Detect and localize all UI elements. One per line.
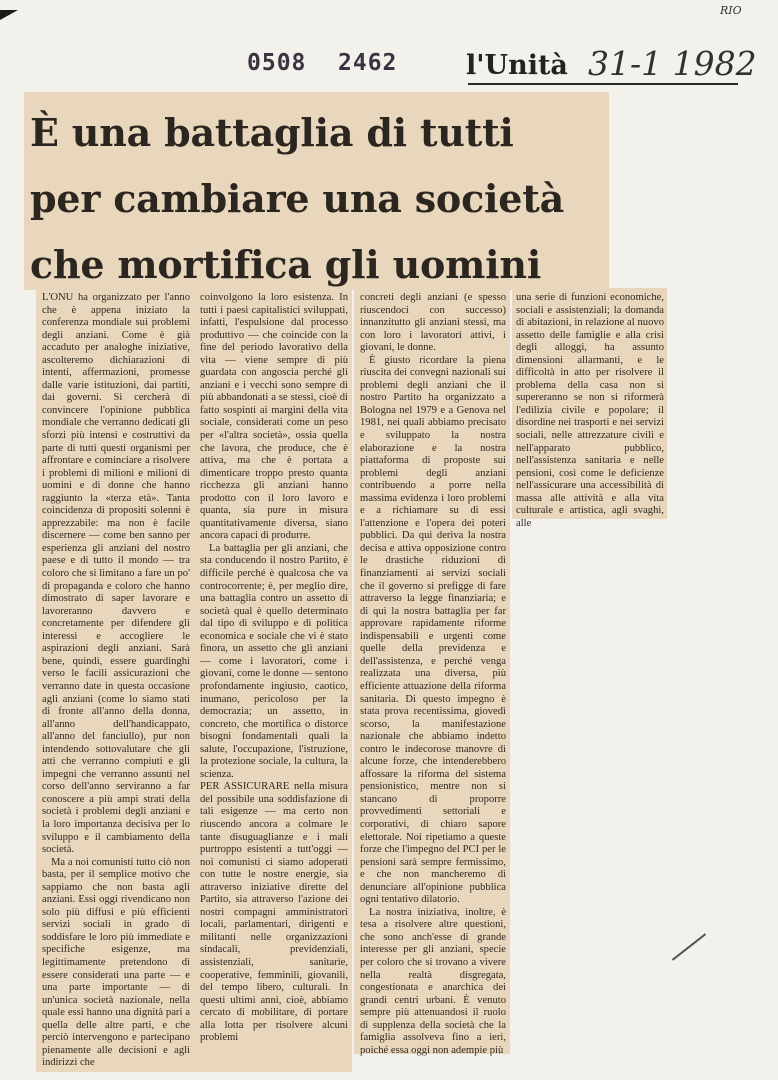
handwritten-date: 31-1 1982 (588, 44, 757, 83)
headline-line: che mortifica gli uomini (30, 242, 542, 287)
pencil-mark (672, 933, 706, 960)
article-paragraph: PER ASSICURARE nella misura del possibile una soddisfazione di tali esigenze — ma certo non riuscendo ancora a colmare le tante disuguaglianze e i mali purtroppo esistenti a tutt'oggi — noi comunisti ci siamo adoperati con tutte le nostre energie, sia attraverso iniziative dirette del Partito, sia attraverso l'azione dei nostri compagni amministratori locali, parlamentari, dirigenti e militanti nelle organizzazioni sindacali, previdenziali, assistenziali, sanitarie, cooperative, femminili, giovanili, del tempo libero, culturali. In questi ultimi anni, cioè, abbiamo cercato di mobilitare, di portare alla lotta per risolvere alcuni problemi (200, 781, 348, 1044)
article-paragraph: coinvolgono la loro esistenza. In tutti i paesi capitalistici sviluppati, infatti, l'espulsione dal processo produttivo — che coincide con la fine del periodo lavorativo della vita — viene sempre di più guardata con angoscia perché gli anziani e i vecchi sono sempre di più abbandonati a se stessi, cioè di fatto sospinti ai margini della vita sociale, considerati come un peso per «l'altra società», ossia quella che lavora, che produce, che è attiva, ma che è portata a dimenticare troppo presto quanta ricchezza gli anziani hanno prodotto con il loro lavoro e quanta, sia pure in misura quantitativamente diversa, siano ancora capaci di produrre. (200, 292, 348, 542)
headline-line: È una battaglia di tutti (30, 110, 514, 155)
archive-code-right: 2462 (338, 50, 398, 76)
article-column-3 (360, 292, 506, 1056)
handwritten-corner-note: RIO (720, 4, 742, 17)
article-paragraph: È giusto ricordare la piena riuscita dei convegni nazionali sui problemi degli anziani che il nostro Partito ha organizzato a Bologna nel 1979 e a Genova nel 1981, nei quali abbiamo precisato e sviluppato la nostra elaborazione e la nostra piattaforma di proposte sui problemi degli anziani contribuendo a porre nella massima evidenza i loro problemi e a richiamare su di essi l'attenzione e l'opera dei poteri pubblici. Da qui deriva la nostra decisa e attiva opposizione contro le drastiche riduzioni di finanziamenti ai servizi sociali che il governo si prefigge di fare attraverso la legge finanziaria; e di qui la nostra battaglia per far approvare rapidamente riforme indispensabili e urgenti come quelle della previdenza e dell'assistenza, e perché venga realizzata una diversa, più efficiente attuazione della riforma sanitaria. Di questo impegno è stata prova recentissima, giovedì scorso, la manifestazione nazionale che abbiamo indetto contro le indecorose manovre di alcune forze, che intenderebbero affossare la riforma del sistema pensionistico, mentre non si stancano di proporre provvedimenti settoriali e corporativi, di chiaro sapore elettorale. Noi ripetiamo a queste forze che l'impegno del PCI per le pensioni sarà sempre fermissimo, e che non mancheremo di denunciare all'opinione pubblica ogni tentativo dilatorio. (360, 354, 506, 906)
article-column-2 (200, 292, 348, 1068)
article-column-4 (516, 292, 664, 529)
article-paragraph: una serie di funzioni economiche, sociali e assistenziali; la domanda di abitazioni, in relazione al nuovo assetto delle famiglie e alla crisi degli alloggi, ha assunto dimensioni allarmanti, e le difficoltà in atto per risolvere il problema della casa non si supereranno se non si riformerà l'edilizia civile e popolare; il disordine nei trasporti e nei servizi sociali, nelle attrezzature civili e nell'apparato pubblico, nell'assistenza sanitaria e nelle pensioni, così come le deficienze nell'assicurare una accessibilità di massa alle attività e alla vita culturale e artistica, agli svaghi, alle (516, 292, 664, 529)
article-headline (30, 100, 605, 298)
article-paragraph: Ma a noi comunisti tutto ciò non basta, per il semplice motivo che sappiamo che non basta agli anziani. Essi oggi rivendicano non solo più diffusi e più efficienti servizi sociali in grado di soddisfare le loro più immediate e specifiche esigenze, ma legittimamente pretendono di essere considerati una parte — e una parte importante — di un'unica società nazionale, nella quale essi hanno una dignità pari a quella delle altre parti, e che perciò intervengono e partecipano pienamente alle decisioni e agli indirizzi che (42, 856, 190, 1069)
date-underline (468, 83, 738, 85)
article-paragraph: La nostra iniziativa, inoltre, è tesa a risolvere altre questioni, che sono anch'esse di grande interesse per gli anziani, specie per coloro che si trovano a vivere nella realtà disgregata, congestionata e anarchica dei grandi centri urbani. È venuto sempre più attenuandosi il ruolo di supplenza della società che la famiglia assolveva fino a ieri, poiché essa oggi non adempie più (360, 906, 506, 1056)
archive-code-left: 0508 (247, 50, 307, 76)
article-paragraph: La battaglia per gli anziani, che sta conducendo il nostro Partito, è difficile perché è qualcosa che va controcorrente; è, per meglio dire, una battaglia contro un assetto di società qual è quello determinato dal tipo di sviluppo e di politica economica e sociale che vi è stato finora, un assetto che gli anziani — come i lavoratori, come i giovani, come le donne — sentono profondamente ingiusto, caotico, inumano, pericoloso per la democrazia; un assetto, in concreto, che mortifica o distorce bisogni fondamentali quali la salute, l'occupazione, l'istruzione, la protezione sociale, la cultura, la scienza. (200, 542, 348, 780)
article-paragraph: concreti degli anziani (e spesso riuscendoci con successo) innanzitutto gli anziani stessi, ma con loro i lavoratori attivi, i giovani, le donne. (360, 292, 506, 354)
headline-line: per cambiare una società (30, 176, 564, 221)
newspaper-masthead: l'Unità (466, 50, 568, 81)
corner-tab-mark (0, 10, 18, 20)
article-paragraph: L'ONU ha organizzato per l'anno che è appena iniziato la conferenza mondiale sui problemi degli anziani. Come è già accaduto per analoghe iniziative, ascolteremo dichiarazioni di intenti, affermazioni, promesse dalle varie istituzioni, dai partiti, dai governi. Si cercherà di convincere l'opinione pubblica mondiale che verranno dedicati gli sforzi più intensi e costruttivi da parte di tutti questi organismi per affrontare e cominciare a risolvere i problemi di milioni e milioni di uomini e di donne che hanno raggiunto la «terza età». Tanta coincidenza di propositi solenni è apprezzabile: ma non è facile discernere — come ben sanno per esperienza gli anziani del nostro paese e di tutto il mondo — tra coloro che si limitano a fare un po' di propaganda e coloro che hanno dimostrato di saper lavorare e lavoreranno davvero e concretamente per difendere gli interessi e accogliere le aspirazioni degli anziani. Sarà bene, quindi, essere guardinghi verso le facili assicurazioni che verranno date in questa occasione agli anziani (come lo siamo stati di fronte all'anno della donna, all'anno dell'handicappato, all'anno del fanciullo), pur non intendendo sottovalutare che gli atti che verranno compiuti e gli impegni che verranno assunti nel corso dell'anno serviranno a far conoscere a più ampi strati della società i problemi degli anziani e la loro importanza decisiva per lo sviluppo e il cambiamento della società. (42, 292, 190, 856)
article-column-1 (42, 292, 190, 1068)
